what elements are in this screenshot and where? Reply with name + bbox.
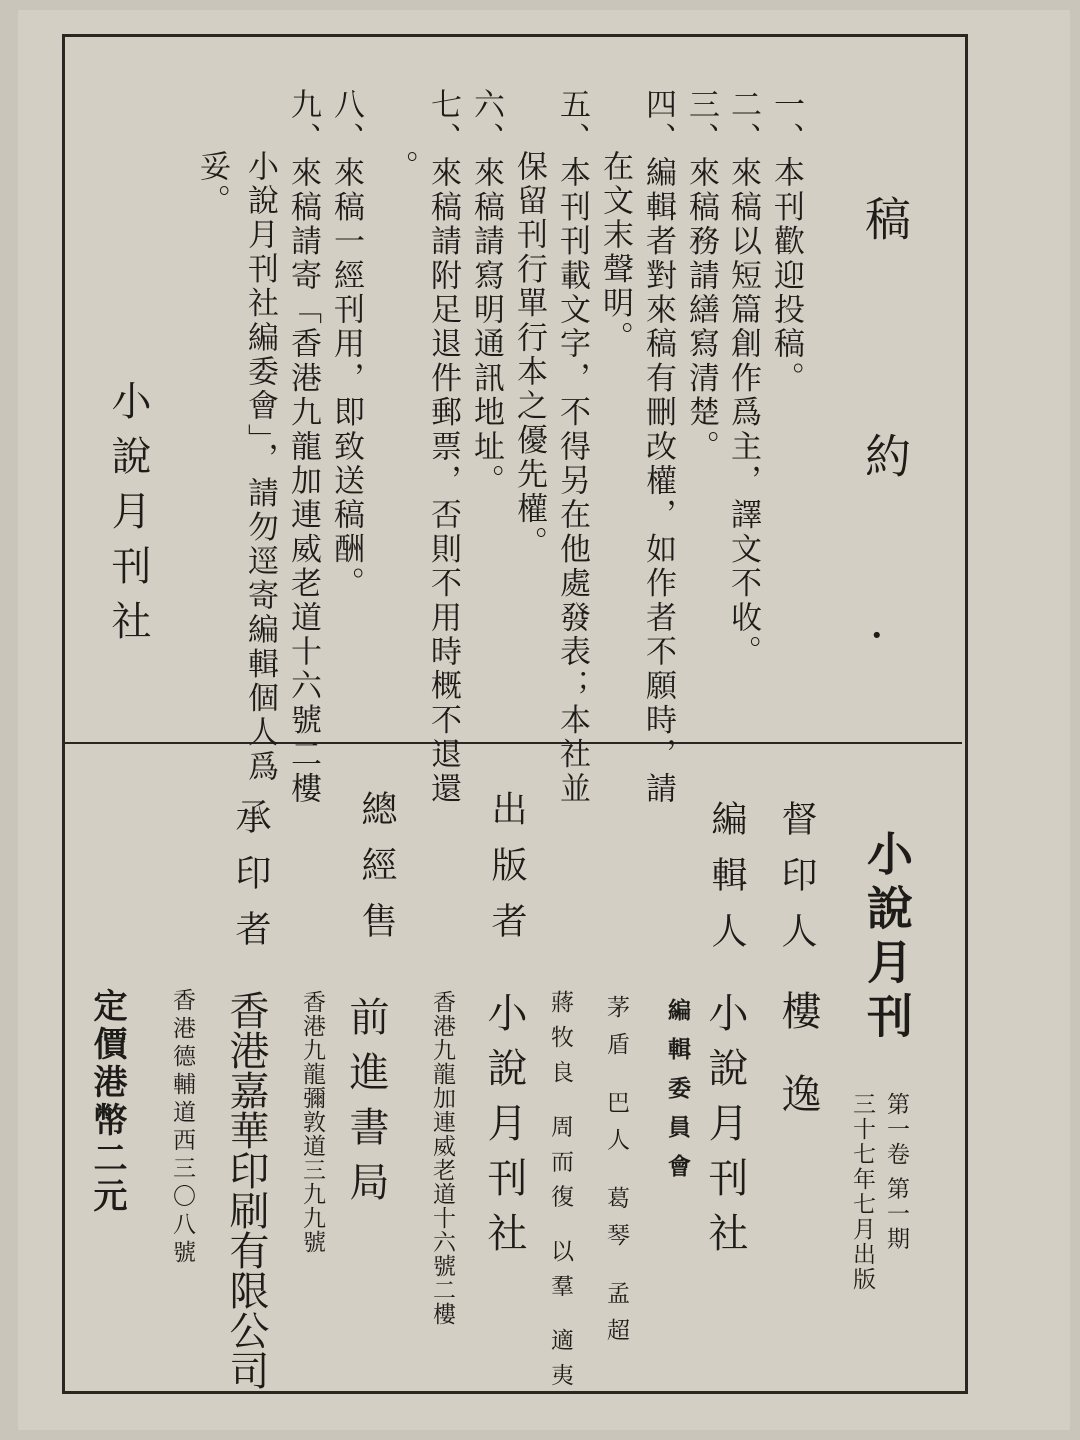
section-divider <box>62 742 962 744</box>
rule-3: 三、來稿務請繕寫清楚。 <box>683 88 719 465</box>
rule-9: 九、來稿請寄「香港九龍加連威老道十六號二樓 <box>285 88 321 807</box>
publisher-name: 小說月刊社 <box>481 992 527 1267</box>
rule-5: 五、本刊刊載文字，不得另在他處發表；本社並 <box>554 88 590 807</box>
editor-name: 小說月刊社 <box>702 992 748 1267</box>
magazine-title: 小說月刊 <box>860 830 914 1046</box>
rule-9-cont: 小說月刊社編委會」，請勿逕寄編輯個人爲 <box>242 150 278 785</box>
distributor-name: 前進書局 <box>343 996 389 1216</box>
committee-row-2: 蔣牧良 周而復 以羣 適夷 <box>547 990 573 1398</box>
publisher-label: 出版者 <box>486 790 527 958</box>
distributor-address: 香港九龍彌敦道三九九號 <box>299 990 325 1254</box>
rule-7-cont: 。 <box>382 150 418 185</box>
printer-name: 香港嘉華印刷有限公司 <box>223 990 269 1390</box>
publication-date: 三十七年七月出版 <box>849 1092 875 1292</box>
rule-6: 六、來稿請寫明通訊地址。 <box>468 88 504 499</box>
committee-title: 編輯委員會 <box>664 998 691 1193</box>
rule-1: 一、本刊歡迎投稿。 <box>768 88 804 396</box>
distributor-label: 總經售 <box>356 790 397 958</box>
committee-row-1: 茅盾 巴人 葛琴 孟超 <box>603 995 629 1355</box>
rule-5-cont: 保留刊行單行本之優先權。 <box>511 150 547 561</box>
notice-title-dot: ． <box>832 628 886 674</box>
notice-title-char-2: 約 <box>858 432 912 478</box>
rule-7: 七、來稿請附足退件郵票，否則不用時概不退還 <box>425 88 461 807</box>
notice-title-char-1: 稿 <box>858 195 912 241</box>
issue-number: 第一卷 第一期 <box>883 1092 909 1252</box>
printer-label: 承印者 <box>230 798 271 966</box>
rule-4: 四、編輯者對來稿有刪改權，如作者不願時，請 <box>640 88 676 807</box>
supervisor-name: 樓 逸 <box>775 990 821 1128</box>
printer-address: 香港德輔道西三〇八號 <box>169 988 195 1268</box>
rule-4-cont: 在文末聲明。 <box>597 150 633 356</box>
notice-signature: 小說月刊社 <box>105 380 151 655</box>
rule-2: 二、來稿以短篇創作爲主，譯文不收。 <box>725 88 761 670</box>
price: 定價港幣二元 <box>87 988 127 1216</box>
editor-label: 編輯人 <box>706 800 747 968</box>
publisher-address: 香港九龍加連威老道十六號二樓 <box>429 990 455 1326</box>
supervisor-label: 督印人 <box>776 800 817 968</box>
rule-8: 八、來稿一經刊用，即致送稿酬。 <box>328 88 364 601</box>
rule-9-end: 妥。 <box>194 150 230 219</box>
